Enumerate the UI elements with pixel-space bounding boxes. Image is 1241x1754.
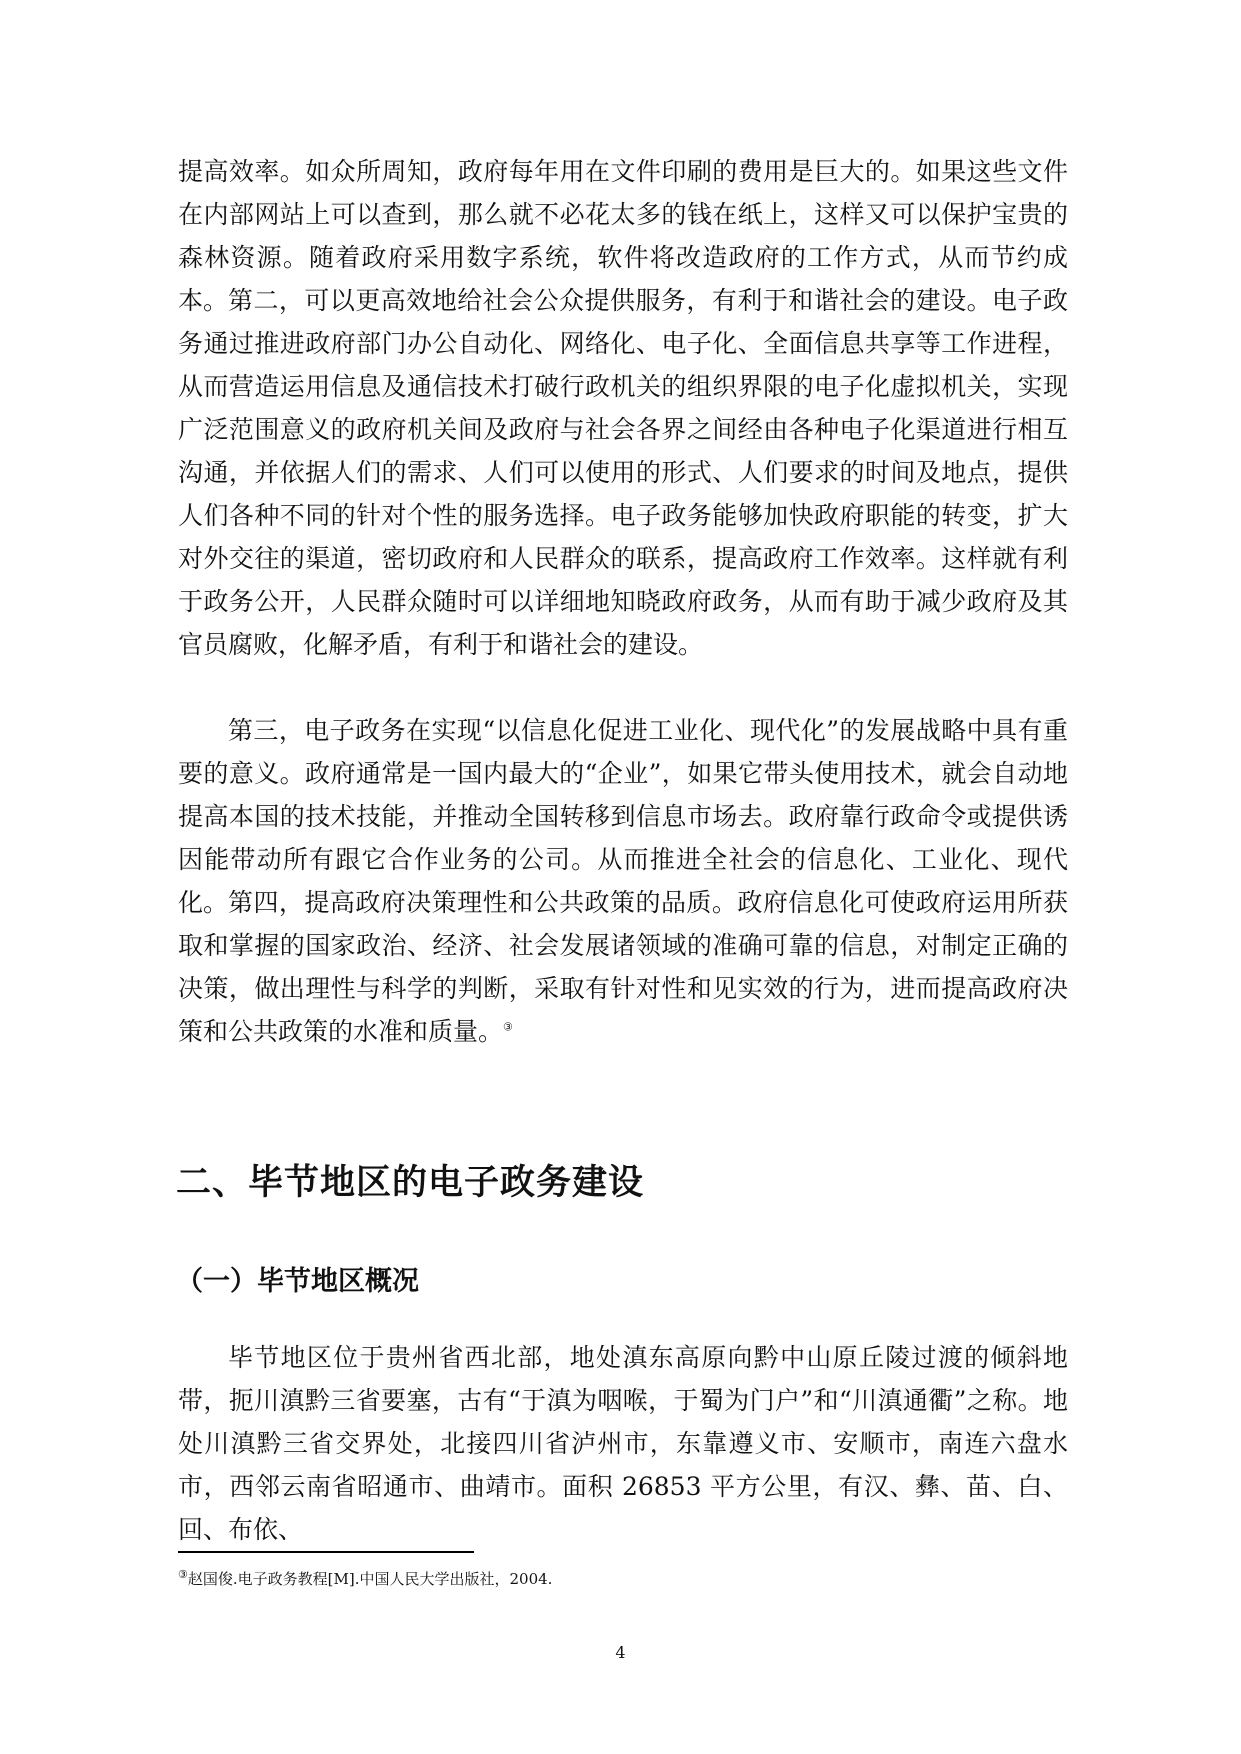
- paragraph-fourth-point-text: 第四，提高政府决策理性和公共政策的品质。政府信息化可使政府运用所获取和掌握的国家政治、经济、社会发展诸领域的准确可靠的信息，对制定正确的决策，做出理性与科学的判断，采取有针对性和见实效的行为，进而提高政府决策和公共政策的水准和质量。: [178, 888, 1068, 1046]
- paragraph-bijie-overview: 毕节地区位于贵州省西北部，地处滇东高原向黔中山原丘陵过渡的倾斜地带，扼川滇黔三省要塞，古有“于滇为咽喉，于蜀为门户”和“川滇通衢”之称。地处川滇黔三省交界处，北接四川省泸州市，东靠遵义市、安顺市，南连六盘水市，西邻云南省昭通市、曲靖市。面积 26853 平方公里，有汉、彝、苗、白、回、布依、: [178, 1343, 1068, 1544]
- paragraph-fourth-point: [178, 881, 1068, 1053]
- page-number: 4: [615, 1643, 626, 1662]
- footnote-text: 赵国俊.电子政务教程[M].中国人民大学出版社，2004.: [187, 1570, 553, 1588]
- footnote-marker: ③: [178, 1568, 188, 1581]
- footnote-reference: ③: [503, 1020, 513, 1034]
- footnote-divider: [178, 1551, 474, 1553]
- paragraph-third-point: 第三，电子政务在实现“以信息化促进工业化、现代化”的发展战略中具有重要的意义。政府通常是一国内最大的“企业”，如果它带头使用技术，就会自动地提高本国的技术技能，并推动全国转移到信息市场去。政府靠行政命令或提供诱因能带动所有跟它合作业务的公司。从而推进全社会的信息化、工业化、现代化。: [178, 716, 1068, 917]
- paragraph-second-point: 第二，可以更高效地给社会公众提供服务，有利于和谐社会的建设。电子政务通过推进政府部门办公自动化、网络化、电子化、全面信息共享等工作进程，从而营造运用信息及通信技术打破行政机关的组织界限的电子化虚拟机关，实现广泛范围意义的政府机关间及政府与社会各界之间经由各种电子化渠道进行相互沟通，并依据人们的需求、人们可以使用的形式、人们要求的时间及地点，提供人们各种不同的针对个性的服务选择。电子政务能够加快政府职能的转变，扩大对外交往的渠道，密切政府和人民群众的联系，提高政府工作效率。这样就有利于政务公开，人民群众随时可以详细地知晓政府政务，从而有助于减少政府及其官员腐败，化解矛盾，有利于和谐社会的建设。: [178, 286, 1068, 659]
- subsection-heading: （一）毕节地区概况: [176, 1266, 419, 1297]
- section-heading: 二、毕节地区的电子政务建设: [176, 1163, 645, 1203]
- footnote: [178, 1568, 552, 1590]
- paragraph-efficiency: 提高效率。如众所周知，政府每年用在文件印刷的费用是巨大的。如果这些文件在内部网站上可以查到，那么就不必花太多的钱在纸上，这样又可以保护宝贵的森林资源。随着政府采用数字系统，软件将改造政府的工作方式，从而节约成本。: [178, 157, 1068, 315]
